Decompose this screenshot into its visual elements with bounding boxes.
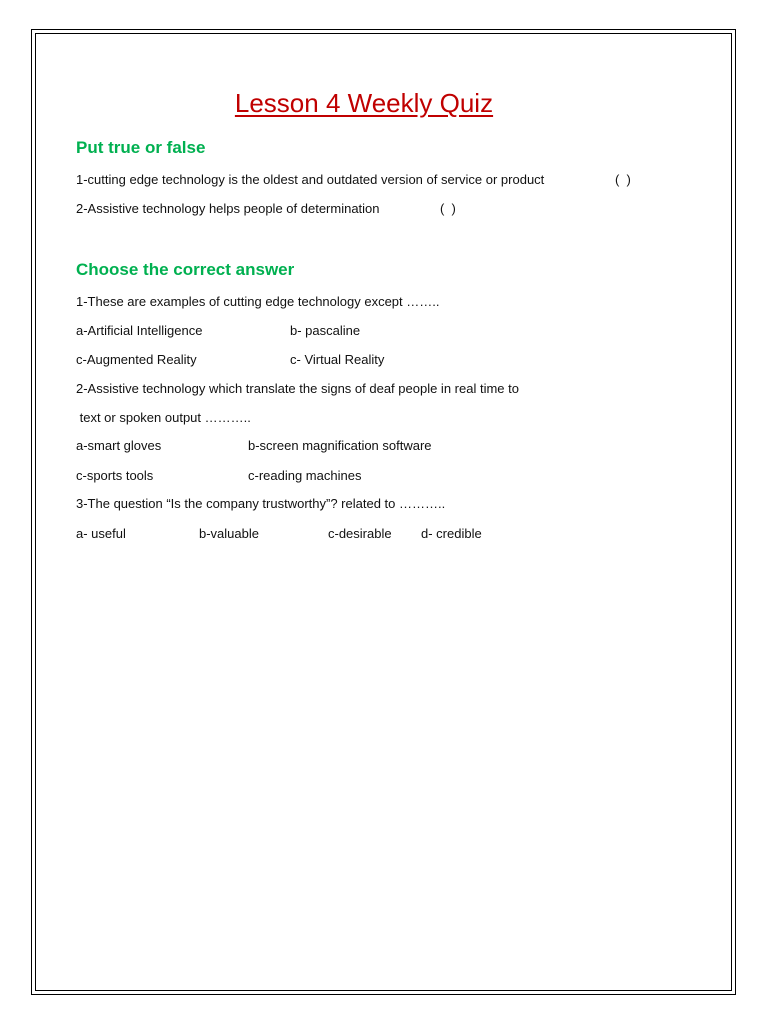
quiz-title: Lesson 4 Weekly Quiz (234, 88, 494, 118)
q2-option-c: c-sports tools (76, 468, 154, 483)
section-choose-heading: Choose the correct answer (76, 260, 295, 279)
tf-item-2-blank: ( ) (440, 201, 456, 216)
q1-option-b: b- pascaline (290, 323, 361, 338)
q1-option-d: c- Virtual Reality (290, 352, 385, 367)
q3-option-a: a- useful (76, 526, 126, 541)
q2-option-b: b-screen magnification software (248, 438, 432, 453)
q3-option-b: b-valuable (199, 526, 259, 541)
q2-question-line1: 2-Assistive technology which translate the signs of deaf people in real time to (76, 381, 519, 396)
q1-question: 1-These are examples of cutting edge technology except …….. (76, 294, 440, 309)
q1-option-a: a-Artificial Intelligence (76, 323, 203, 338)
q3-option-c: c-desirable (328, 526, 392, 541)
tf-item-1: 1-cutting edge technology is the oldest and outdated version of service or product (76, 172, 545, 187)
tf-item-2: 2-Assistive technology helps people of determination (76, 201, 380, 216)
tf-item-1-blank: ( ) (615, 172, 631, 187)
q2-option-d: c-reading machines (248, 468, 362, 483)
section-true-false-heading: Put true or false (76, 138, 206, 157)
q3-question: 3-The question “Is the company trustworthy”? related to ……….. (76, 496, 446, 511)
q2-option-a: a-smart gloves (76, 438, 162, 453)
q1-option-c: c-Augmented Reality (76, 352, 197, 367)
q2-question-line2: text or spoken output ……….. (76, 410, 251, 425)
q3-option-d: d- credible (421, 526, 482, 541)
